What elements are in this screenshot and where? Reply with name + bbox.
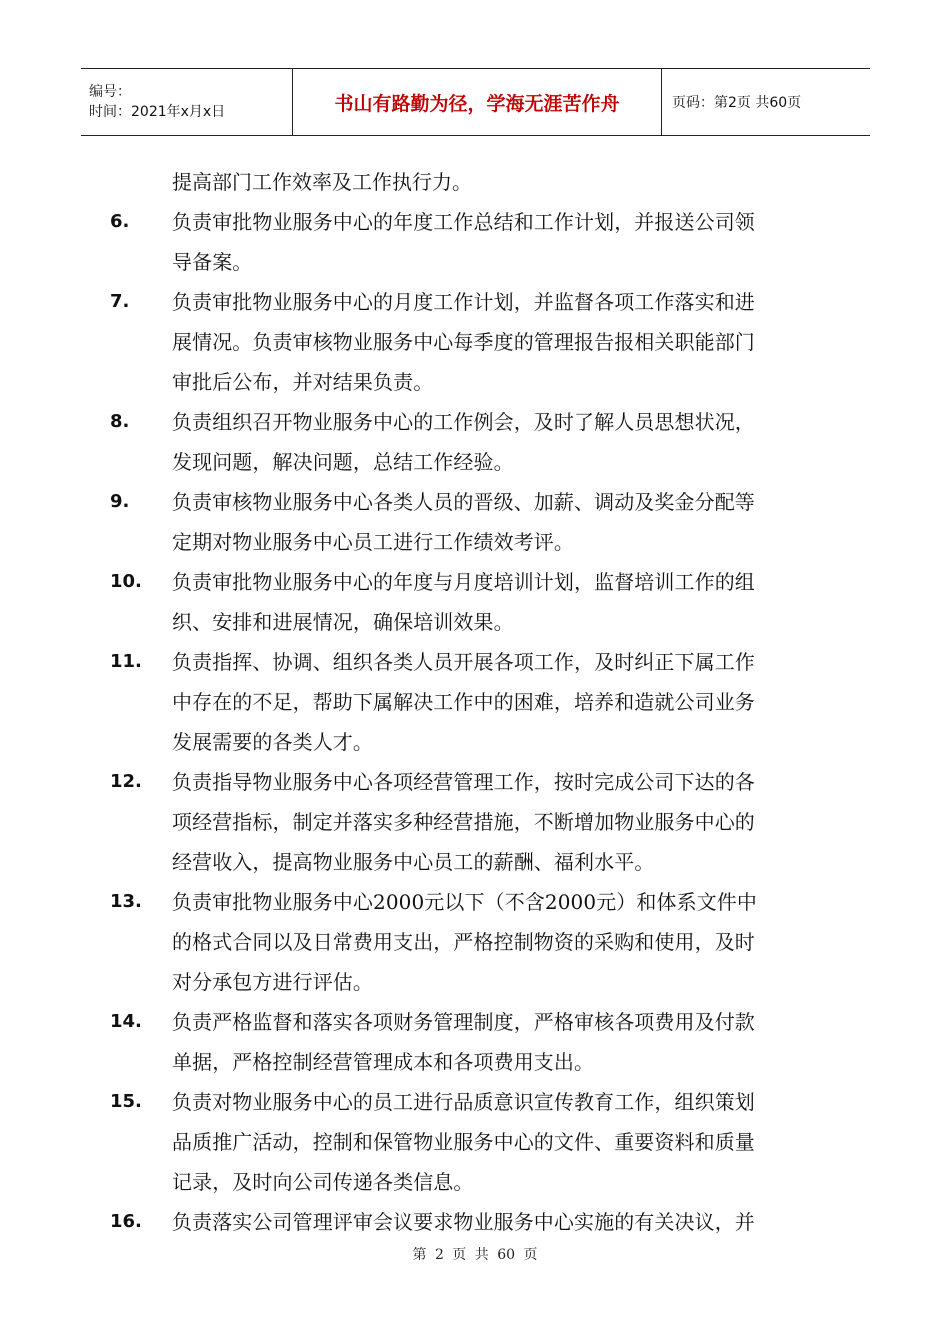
list-item (110, 642, 850, 762)
list-item-text (172, 282, 850, 402)
text-line: 记录，及时向公司传递各类信息。 (172, 1170, 474, 1194)
intro-continuation-line: 提高部门工作效率及工作执行力。 (172, 170, 472, 194)
list-item-number: 15. (110, 1091, 142, 1112)
list-item-number: 6. (110, 211, 130, 232)
text-line: 展情况。负责审核物业服务中心每季度的管理报告报相关职能部门 (172, 330, 755, 354)
list-item-number: 13. (110, 891, 142, 912)
list-item-text (172, 202, 850, 282)
list-item (110, 762, 850, 882)
page-footer: 第 2 页 共 60 页 (412, 1247, 538, 1263)
list-item-text (172, 882, 850, 1002)
list-item (110, 282, 850, 402)
header-meta-cell (81, 69, 293, 136)
text-line: 负责审批物业服务中心2000元以下（不含2000元）和体系文件中 (172, 890, 757, 914)
document-number-label: 编号： (89, 84, 131, 100)
list-item-text (172, 642, 850, 762)
list-item (110, 882, 850, 1002)
list-item (110, 1202, 850, 1242)
list-item (110, 562, 850, 642)
text-line: 发展需要的各类人才。 (172, 730, 373, 754)
list-item (110, 202, 850, 282)
header-motto: 书山有路勤为径，学海无涯苦作舟 (293, 69, 662, 136)
text-line: 发现问题，解决问题，总结工作经验。 (172, 450, 514, 474)
text-line: 负责审批物业服务中心的年度工作总结和工作计划，并报送公司领 (172, 210, 755, 234)
responsibility-list (110, 202, 850, 1242)
list-item-number: 8. (110, 411, 130, 432)
text-line: 负责审批物业服务中心的月度工作计划，并监督各项工作落实和进 (172, 290, 755, 314)
text-line: 织、安排和进展情况，确保培训效果。 (172, 610, 514, 634)
text-line: 负责审批物业服务中心的年度与月度培训计划，监督培训工作的组 (172, 570, 755, 594)
list-item-number: 7. (110, 291, 130, 312)
text-line: 负责指导物业服务中心各项经营管理工作，按时完成公司下达的各 (172, 770, 755, 794)
list-item-text (172, 1202, 850, 1242)
header-page-info: 页码：第2页 共60页 (662, 69, 871, 136)
list-item-number: 10. (110, 571, 142, 592)
list-item-text (172, 1002, 850, 1082)
list-item-text (172, 482, 850, 562)
text-line: 对分承包方进行评估。 (172, 970, 373, 994)
text-line: 负责审核物业服务中心各类人员的晋级、加薪、调动及奖金分配等 (172, 490, 755, 514)
text-line: 导备案。 (172, 250, 253, 274)
document-header (81, 68, 870, 136)
text-line: 审批后公布，并对结果负责。 (172, 370, 434, 394)
text-line: 定期对物业服务中心员工进行工作绩效考评。 (172, 530, 574, 554)
list-item-text (172, 762, 850, 882)
list-item-number: 12. (110, 771, 142, 792)
list-item (110, 1002, 850, 1082)
text-line: 单据，严格控制经营管理成本和各项费用支出。 (172, 1050, 595, 1074)
text-line: 经营收入，提高物业服务中心员工的薪酬、福利水平。 (172, 850, 655, 874)
list-item (110, 402, 850, 482)
list-item-number: 11. (110, 651, 142, 672)
text-line: 项经营指标，制定并落实多种经营措施，不断增加物业服务中心的 (172, 810, 755, 834)
text-line: 负责落实公司管理评审会议要求物业服务中心实施的有关决议，并 (172, 1210, 755, 1234)
list-item-number: 16. (110, 1211, 142, 1232)
text-line: 的格式合同以及日常费用支出，严格控制物资的采购和使用，及时 (172, 930, 755, 954)
document-body (110, 162, 850, 1242)
text-line: 负责对物业服务中心的员工进行品质意识宣传教育工作，组织策划 (172, 1090, 755, 1114)
list-item-number: 9. (110, 491, 130, 512)
list-item-text (172, 402, 850, 482)
list-item-number: 14. (110, 1011, 142, 1032)
document-time: 时间：2021年x月x日 (89, 104, 226, 120)
text-line: 品质推广活动，控制和保管物业服务中心的文件、重要资料和质量 (172, 1130, 755, 1154)
text-line: 负责指挥、协调、组织各类人员开展各项工作，及时纠正下属工作 (172, 650, 755, 674)
list-item-text (172, 562, 850, 642)
list-item (110, 1082, 850, 1202)
list-item (110, 482, 850, 562)
text-line: 中存在的不足，帮助下属解决工作中的困难，培养和造就公司业务 (172, 690, 755, 714)
list-item-text (172, 1082, 850, 1202)
text-line: 负责严格监督和落实各项财务管理制度，严格审核各项费用及付款 (172, 1010, 755, 1034)
text-line: 负责组织召开物业服务中心的工作例会，及时了解人员思想状况， (172, 410, 755, 434)
